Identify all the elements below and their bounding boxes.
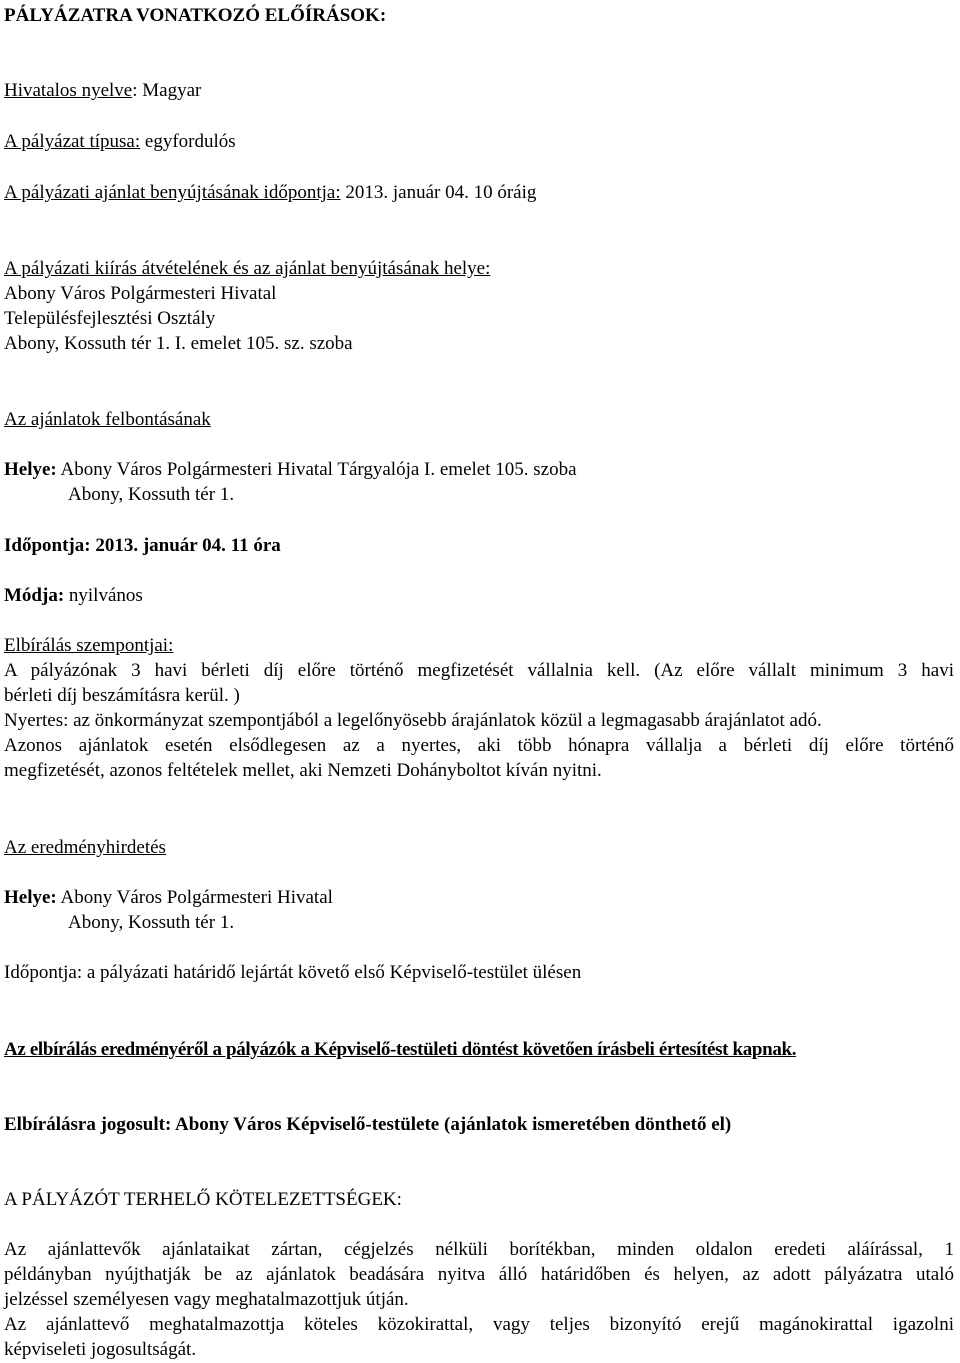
language-value: Magyar <box>142 80 202 101</box>
opening-place-label: Helye: <box>4 459 57 480</box>
type-row <box>4 130 954 154</box>
page-title: PÁLYÁZATRA VONATKOZÓ ELŐÍRÁSOK: <box>4 5 387 26</box>
submission-place-line: Településfejlesztési Osztály <box>4 308 216 329</box>
opening-place-value: Abony Város Polgármesteri Hivatal Tárgyalója I. emelet 105. szoba <box>60 459 577 480</box>
announcement-place-value: Abony Város Polgármesteri Hivatal <box>60 887 333 908</box>
authority-text: Elbírálásra jogosult: Abony Város Képviselő-testülete (ajánlatok ismeretében dönthető el) <box>4 1114 732 1135</box>
opening-heading: Az ajánlatok felbontásának <box>4 409 211 430</box>
notification-text: Az elbírálás eredményéről a pályázók a Képviselő-testületi döntést követően írásbeli értesítést kapnak. <box>4 1039 797 1060</box>
evaluation-heading: Elbírálás szempontjai: <box>4 635 174 656</box>
opening-mode-label: Módja: <box>4 585 65 606</box>
obligations-line: példányban nyújthatják be az ajánlatok beadására nyitva álló határidőben és helyen, az adott pályázatra utaló <box>4 1264 954 1285</box>
announcement-time: Időpontja: a pályázati határidő lejártát követő első Képviselő-testület ülésen <box>4 962 582 983</box>
evaluation-line: Nyertes: az önkormányzat szempontjából a legelőnyösebb árajánlatok közül a legmagasabb árajánlatot adó. <box>4 710 822 731</box>
obligations-heading: A PÁLYÁZÓT TERHELŐ KÖTELEZETTSÉGEK: <box>4 1189 402 1210</box>
type-label: A pályázat típusa: <box>4 131 141 152</box>
evaluation-line: Azonos ajánlatok esetén elsődlegesen az a nyertes, aki több hónapra vállalja a bérleti díj előre történő <box>4 735 954 756</box>
announcement-place-label: Helye: <box>4 887 57 908</box>
type-value: egyfordulós <box>144 131 236 152</box>
opening-mode-value: nyilvános <box>68 585 143 606</box>
submission-place-heading: A pályázati kiírás átvételének és az ajánlat benyújtásának helye: <box>4 258 491 279</box>
submission-place-line: Abony, Kossuth tér 1. I. emelet 105. sz. szoba <box>4 333 353 354</box>
obligations-line: Az ajánlattevők ajánlataikat zártan, cégjelzés nélküli borítékban, minden oldalon eredeti aláírással, 1 <box>4 1239 954 1260</box>
opening-time-label: Időpontja: <box>4 535 91 556</box>
deadline-label: A pályázati ajánlat benyújtásának időpontja: <box>4 182 341 203</box>
language-row: Hivatalos nyelve: Magyar <box>4 80 202 101</box>
announcement-heading: Az eredményhirdetés <box>4 837 166 858</box>
announcement-place-line2: Abony, Kossuth tér 1. <box>68 912 235 933</box>
obligations-line: Az ajánlattevő meghatalmazottja köteles közokirattal, vagy teljes bizonyító erejű magánokirattal igazolni <box>4 1314 954 1335</box>
opening-mode-row <box>4 584 954 608</box>
opening-time-value: 2013. január 04. 11 óra <box>95 535 281 556</box>
opening-time-row <box>4 534 954 558</box>
opening-place-line2: Abony, Kossuth tér 1. <box>68 484 235 505</box>
evaluation-line: bérleti díj beszámításra kerül. ) <box>4 685 240 706</box>
submission-place-line: Abony Város Polgármesteri Hivatal <box>4 283 277 304</box>
deadline-value: 2013. január 04. 10 óráig <box>345 182 537 203</box>
deadline-row <box>4 181 954 205</box>
obligations-line: képviseleti jogosultságát. <box>4 1339 197 1360</box>
obligations-line: jelzéssel személyesen vagy meghatalmazottjuk útján. <box>4 1289 409 1310</box>
evaluation-line: A pályázónak 3 havi bérleti díj előre történő megfizetését vállalnia kell. (Az előre vállalt minimum 3 havi <box>4 660 954 681</box>
evaluation-line: megfizetését, azonos feltételek mellet, aki Nemzeti Dohányboltot kíván nyitni. <box>4 760 602 781</box>
announcement-place-row <box>4 886 954 910</box>
language-label: Hivatalos nyelve <box>4 80 133 101</box>
opening-place-row <box>4 458 954 482</box>
